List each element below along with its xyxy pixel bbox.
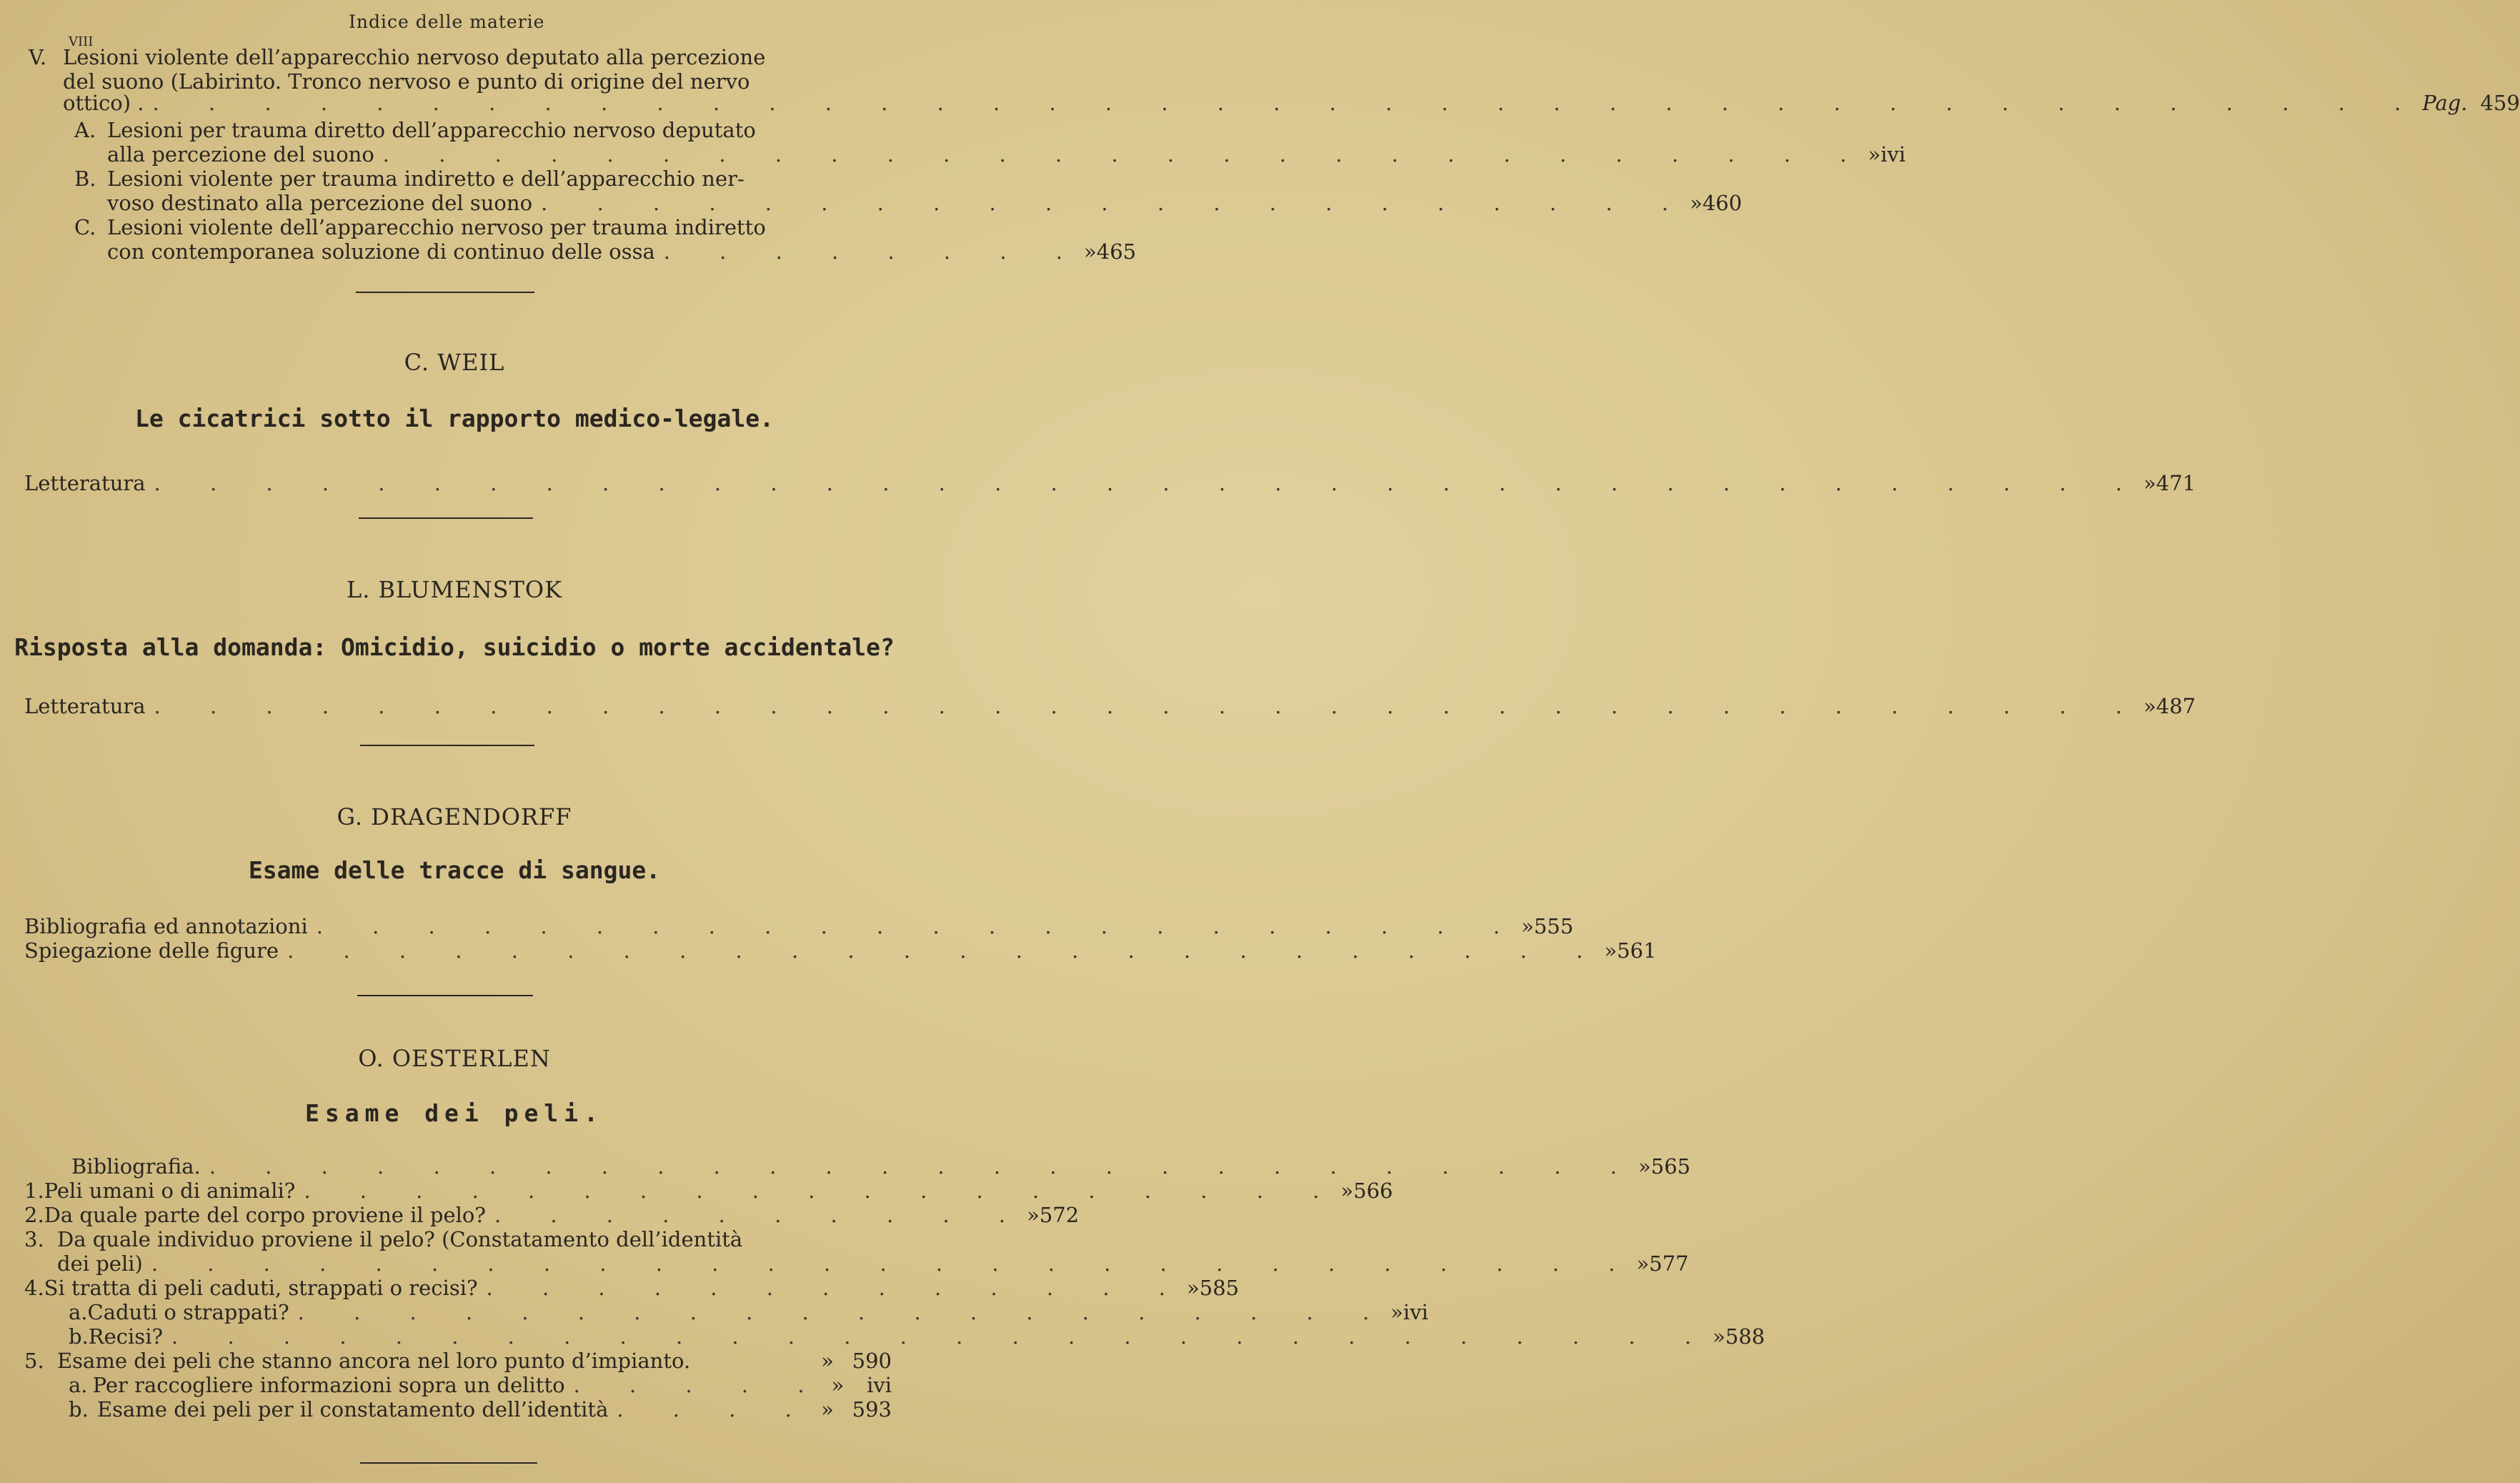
entry-page: 565	[1650, 1154, 1690, 1179]
entry-label: Per raccogliere informazioni sopra un delitto	[92, 1373, 565, 1397]
entry-label: Caduti o strappati?	[87, 1300, 289, 1324]
ditto-mark: »	[1390, 1300, 1403, 1324]
toc-entry	[69, 1374, 892, 1397]
entry-c-page: 465	[1096, 239, 1137, 264]
entry-v-line-3	[63, 91, 2520, 115]
entry-number: 3.	[24, 1227, 44, 1251]
divider-rule	[359, 517, 533, 519]
entry-number: a.	[69, 1373, 88, 1397]
toc-entry	[71, 1154, 1690, 1179]
entry-page: 561	[1617, 938, 1657, 963]
entry-c-label: C.	[74, 215, 96, 239]
section-title: Esame dei peli.	[304, 1099, 604, 1127]
toc-entry	[24, 694, 2196, 718]
ditto-mark: »	[1027, 1203, 1040, 1227]
entry-page: 487	[2156, 694, 2196, 718]
entry-page: 593	[852, 1397, 892, 1422]
entry-b-page: 460	[1702, 191, 1743, 215]
ditto-mark: »	[1689, 191, 1703, 215]
entry-label: Esame dei peli per il constatamento dell’identità	[97, 1397, 609, 1422]
entry-number: 5.	[24, 1349, 44, 1373]
entry-b-line-1: Lesioni violente per trauma indiretto e dell’apparecchio ner-	[107, 167, 744, 191]
entry-page: 471	[2156, 471, 2196, 495]
ditto-mark: »	[821, 1349, 834, 1373]
section-title: Risposta alla domanda: Omicidio, suicidio o morte accidentale?	[14, 633, 895, 661]
toc-entry	[24, 914, 1574, 938]
leader-dots: . . . . . . . . . . . . . . . . . . . . . . . . . .	[209, 1154, 1638, 1179]
leader-dots: . . . . . . . . . . . . .	[486, 1276, 1187, 1300]
entry-label: Spiegazione delle figure	[24, 938, 279, 963]
entry-b-label: B.	[74, 167, 96, 191]
divider-rule	[356, 292, 534, 293]
leader-dots: . . . . . . . . . . . . . . . . . . . . . . . . . . .	[151, 1251, 1637, 1276]
leader-dots: . . . . . . . . . . . . . . . . . . . . . .	[316, 914, 1522, 938]
toc-entry	[24, 1349, 892, 1373]
toc-entry	[69, 1324, 1766, 1349]
entry-v-line-1: Lesioni violente dell’apparecchio nervoso deputato alla percezione	[63, 45, 766, 69]
running-title: Indice delle materie	[349, 11, 545, 32]
leader-dots: . . . . . . . . . . . . . . . . . . .	[304, 1179, 1341, 1203]
page-prefix: Pag.	[2422, 91, 2468, 115]
entry-label: Si tratta di peli caduti, strappati o recisi?	[44, 1276, 478, 1300]
page-number-roman: VIII	[69, 34, 94, 49]
leader-dots: . . . . . . . . . . . . . . . . . . . . . . . . . . .	[382, 142, 1868, 167]
leader-dots: . . . . . . . . . . . . . . . . . . . . . . . . . . . . . . . . . . . .	[154, 471, 2144, 495]
entry-page: ivi	[867, 1373, 892, 1397]
ditto-mark: »	[1521, 914, 1534, 938]
entry-label-continued: dei peli)	[57, 1251, 143, 1276]
entry-page: 588	[1725, 1324, 1766, 1349]
entry-b-line-2	[107, 191, 1743, 215]
entry-a-label: A.	[74, 118, 96, 142]
entry-label: Bibliografia ed annotazioni	[24, 914, 308, 938]
divider-rule	[357, 995, 533, 996]
entry-page: 572	[1039, 1203, 1080, 1227]
entry-page: ivi	[1403, 1300, 1428, 1324]
leader-dots: . . . . . . . . . . . . . . . . . . . . . . . . . . . .	[171, 1324, 1713, 1349]
entry-c-line-2	[107, 239, 1137, 264]
toc-entry	[69, 1300, 1428, 1324]
entry-c-line-2-text: con contemporanea soluzione di continuo delle ossa	[107, 239, 655, 264]
toc-entry	[69, 1398, 892, 1422]
entry-label: Letteratura	[24, 694, 146, 718]
leader-dots: . . . . . . . .	[663, 239, 1085, 264]
ditto-mark: »	[831, 1373, 845, 1397]
entry-a-line-2-text: alla percezione del suono	[107, 142, 374, 167]
divider-rule	[360, 745, 534, 746]
entry-page: 566	[1353, 1179, 1393, 1203]
entry-label: Peli umani o di animali?	[44, 1179, 296, 1203]
entry-number: b.	[69, 1397, 89, 1422]
leader-dots: . . . . . . . . . . . . . . . . . . . .	[297, 1300, 1391, 1324]
entry-number: a.	[69, 1300, 88, 1324]
ditto-mark: »	[2143, 694, 2156, 718]
entry-v-line-2: del suono (Labirinto. Tronco nervoso e punto di origine del nervo	[63, 69, 750, 94]
toc-entry	[24, 1228, 892, 1251]
entry-c-line-1: Lesioni violente dell’apparecchio nervoso per trauma indiretto	[107, 215, 766, 239]
entry-number: b.	[69, 1324, 89, 1349]
section-author: O. OESTERLEN	[358, 1045, 551, 1072]
entry-page: 577	[1649, 1251, 1689, 1276]
toc-entry	[24, 1203, 1080, 1227]
ditto-mark: »	[2143, 471, 2156, 495]
entry-label: Da quale individuo proviene il pelo? (Constatamento dell’identità	[57, 1227, 743, 1251]
entry-page: 555	[1533, 914, 1574, 938]
entry-a-page: ivi	[1881, 142, 1906, 167]
ditto-mark: »	[1084, 239, 1097, 264]
toc-entry	[24, 471, 2196, 495]
section-author: L. BLUMENSTOK	[346, 576, 563, 603]
ditto-mark: »	[1340, 1179, 1354, 1203]
entry-v-page: 459	[2480, 91, 2520, 115]
entry-label: Esame dei peli che stanno ancora nel loro punto d’impianto.	[57, 1349, 691, 1373]
divider-rule	[360, 1462, 537, 1464]
entry-v-number: V.	[29, 45, 47, 69]
ditto-mark: »	[821, 1397, 834, 1422]
ditto-mark: »	[1636, 1251, 1650, 1276]
ditto-mark: »	[1713, 1324, 1725, 1349]
leader-dots: . . . . . . . . . .	[494, 1203, 1027, 1227]
toc-entry	[24, 938, 1657, 963]
entry-number: 2.	[24, 1203, 44, 1227]
entry-a-line-2	[107, 142, 1906, 167]
section-author: C. WEIL	[404, 349, 505, 376]
entry-label: Recisi?	[88, 1324, 164, 1349]
entry-a-line-1: Lesioni per trauma diretto dell’apparecchio nervoso deputato	[107, 118, 756, 142]
leader-dots: . . . . .	[573, 1373, 826, 1397]
leader-dots: . . . . . . . . . . . . . . . . . . . . .	[541, 191, 1690, 215]
entry-b-line-2-text: voso destinato alla percezione del suono	[107, 191, 533, 215]
toc-entry	[24, 1179, 1393, 1203]
ditto-mark: »	[1604, 938, 1618, 963]
toc-entry	[24, 1276, 1240, 1300]
section-title: Le cicatrici sotto il rapporto medico-legale.	[134, 405, 775, 432]
leader-dots: . . . . . . . . . . . . . . . . . . . . . . . . . . . . . . . . . . . .	[154, 694, 2144, 718]
entry-label: Letteratura	[24, 471, 146, 495]
toc-entry-continued	[57, 1251, 1689, 1276]
ditto-mark: »	[1868, 142, 1881, 167]
section-title: Esame delle tracce di sangue.	[248, 856, 661, 884]
entry-page: 590	[852, 1349, 892, 1373]
entry-v-line-3-text: ottico) .	[63, 91, 144, 115]
ditto-mark: »	[1638, 1154, 1651, 1179]
leader-dots: . . . .	[617, 1397, 813, 1422]
leader-dots: . . . . . . . . . . . . . . . . . . . . . . . .	[287, 938, 1605, 963]
entry-number: 1.	[24, 1179, 44, 1203]
entry-label: Bibliografia.	[71, 1154, 201, 1179]
section-author: G. DRAGENDORFF	[337, 803, 572, 830]
entry-number: 4.	[24, 1276, 44, 1300]
entry-page: 585	[1199, 1276, 1240, 1300]
leader-dots: . . . . . . . . . . . . . . . . . . . . . . . . . . . . . . . . . . . . . . . . .	[152, 91, 2423, 115]
entry-label: Da quale parte del corpo proviene il pelo?	[44, 1203, 486, 1227]
ditto-mark: »	[1187, 1276, 1200, 1300]
